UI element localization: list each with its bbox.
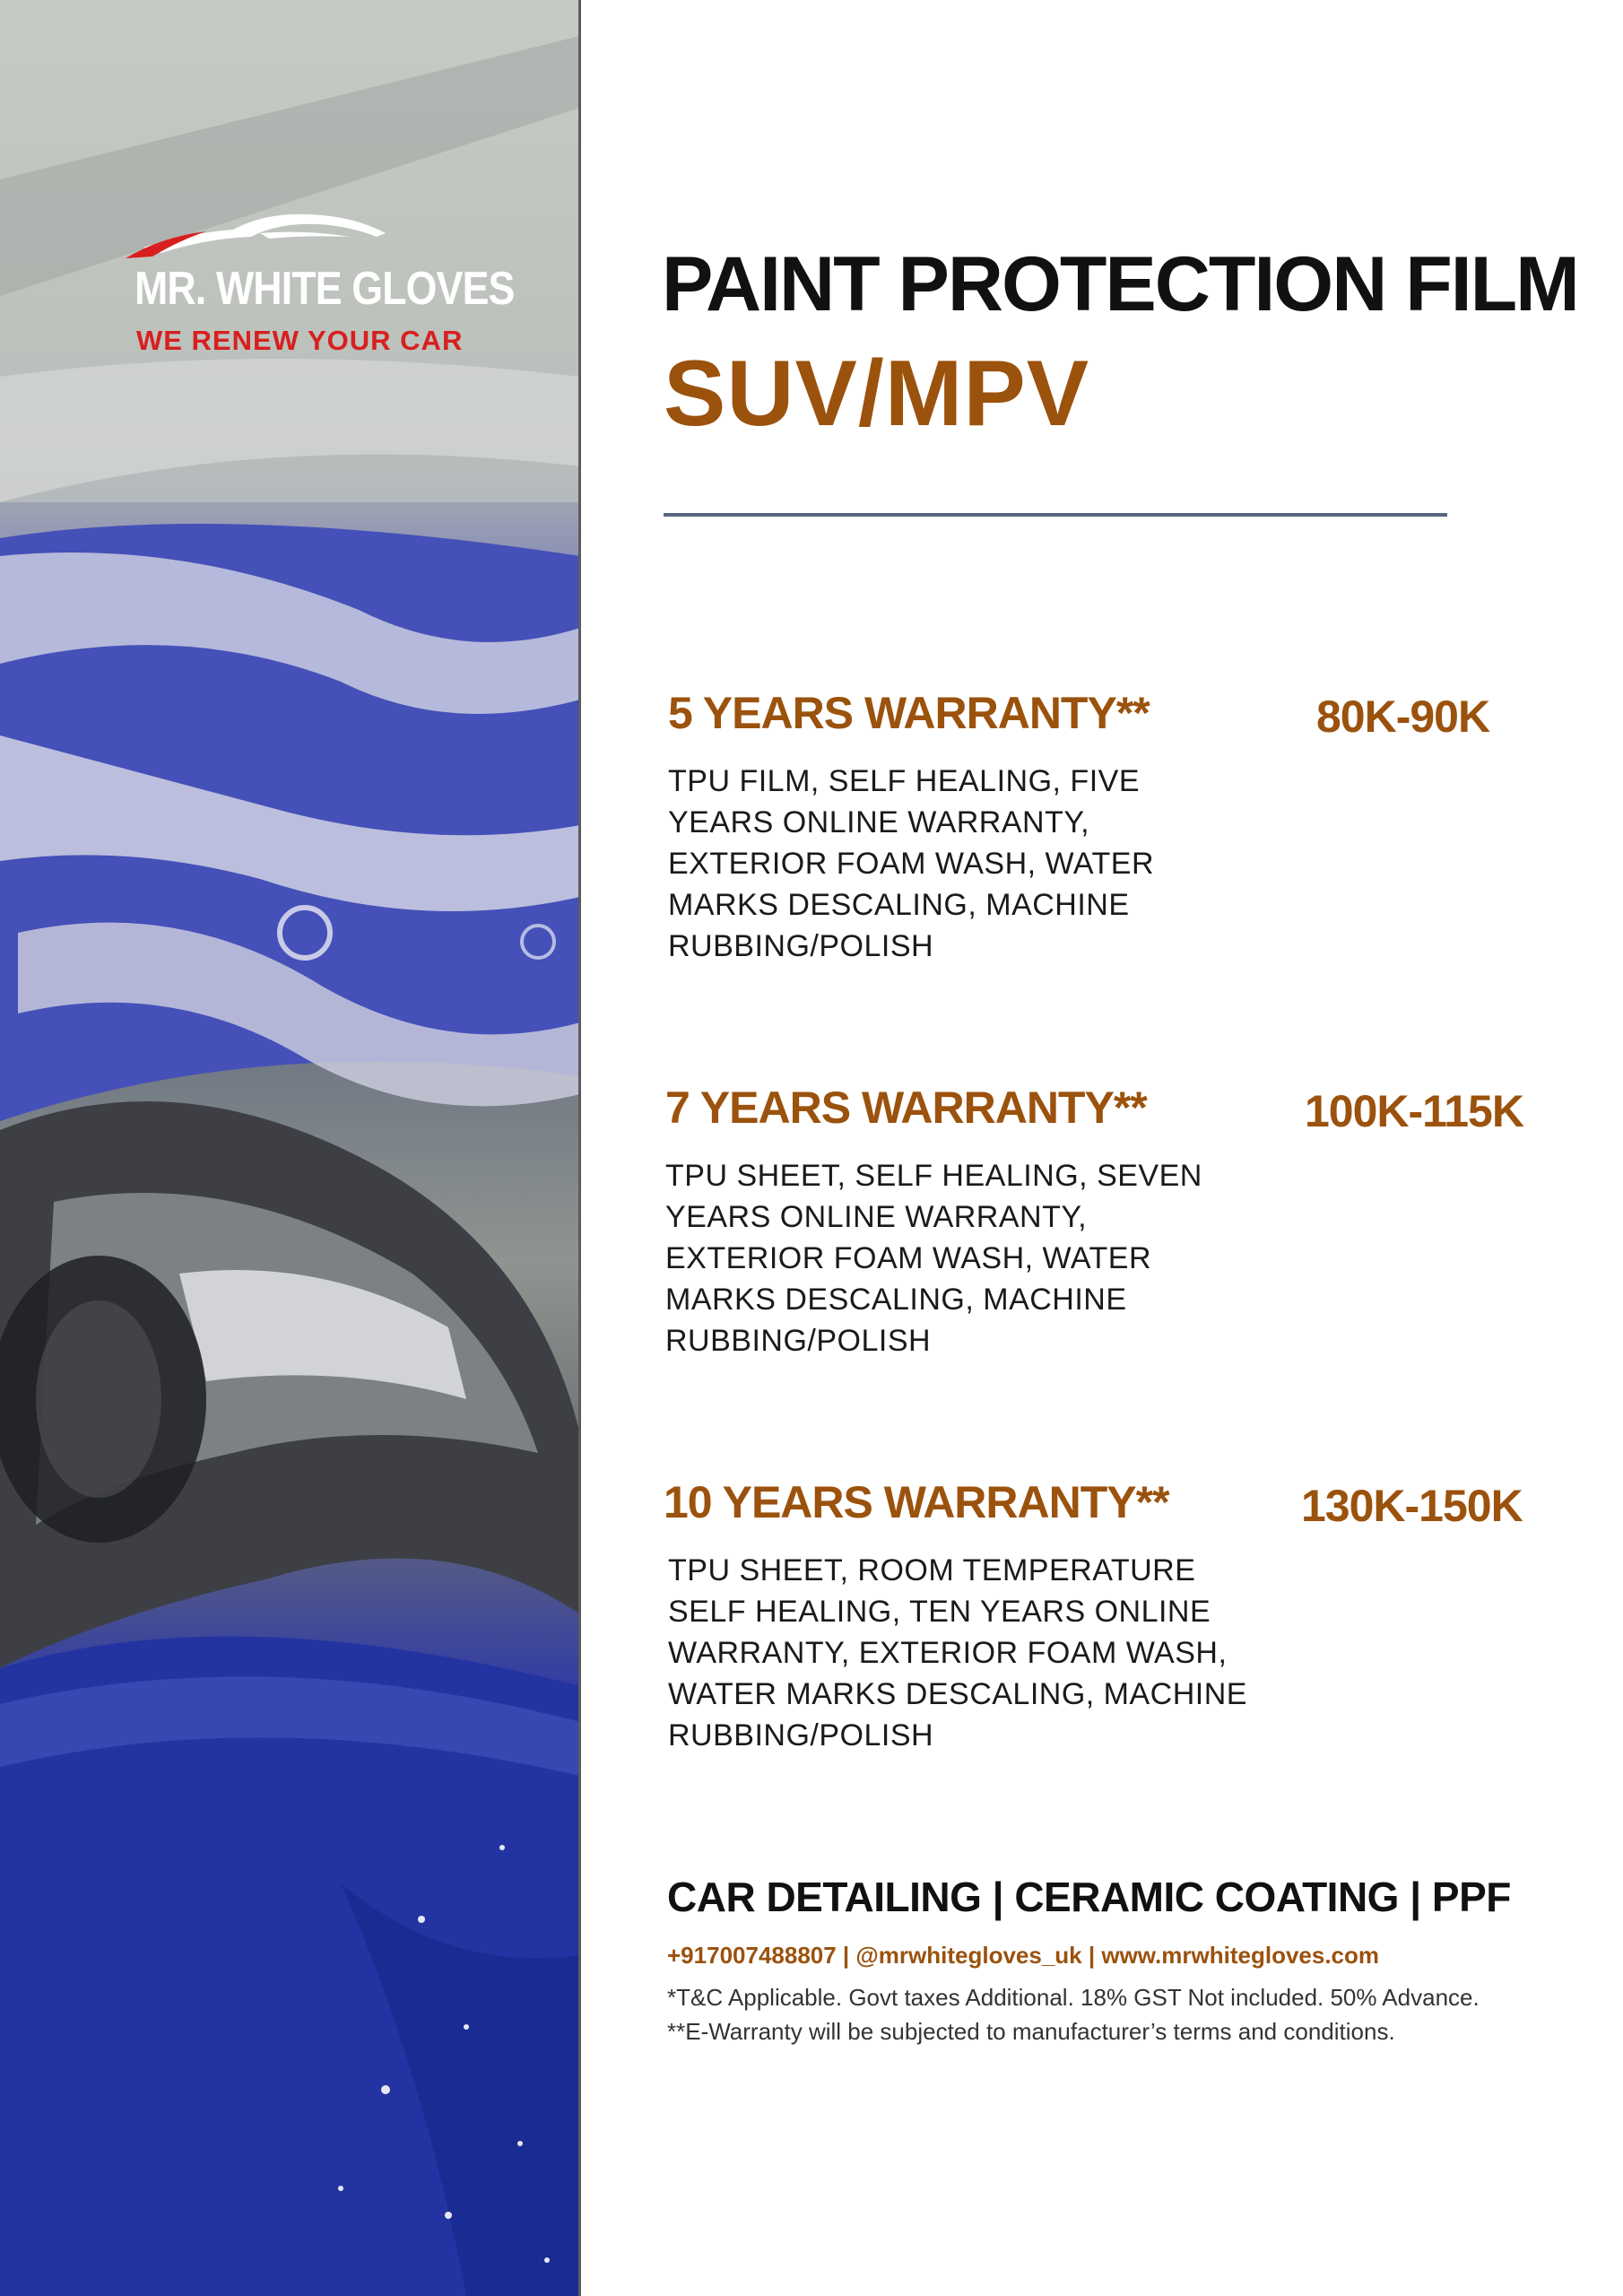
vehicle-category: SUV/MPV (664, 342, 1090, 446)
package-price: 100K-115K (1305, 1086, 1523, 1136)
title-divider (664, 513, 1447, 517)
terms-note: *T&C Applicable. Govt taxes Additional. 18% GST Not included. 50% Advance. (667, 1984, 1480, 2011)
package-title: 5 YEARS WARRANTY** (668, 688, 1150, 738)
panel-divider (578, 0, 581, 2296)
warranty-note: **E-Warranty will be subjected to manufacturer’s terms and conditions. (667, 2018, 1395, 2045)
package-description: TPU SHEET, ROOM TEMPERATURE SELF HEALING, TEN YEARS ONLINE WARRANTY, EXTERIOR FOAM WASH, WATER MARKS DESCALING, MACHINE RUBBING/POLISH (668, 1553, 1247, 1752)
package-title: 10 YEARS WARRANTY** (664, 1477, 1169, 1527)
car-photo-panel (0, 0, 580, 2296)
package-price: 130K-150K (1301, 1481, 1523, 1531)
package-description: TPU FILM, SELF HEALING, FIVE YEARS ONLINE WARRANTY, EXTERIOR FOAM WASH, WATER MARKS DESCALING, MACHINE RUBBING/POLISH (668, 764, 1155, 963)
package-price: 80K-90K (1316, 691, 1490, 742)
brand-name: MR. WHITE GLOVES (135, 263, 515, 315)
package-description: TPU SHEET, SELF HEALING, SEVEN YEARS ONLINE WARRANTY, EXTERIOR FOAM WASH, WATER MARKS DESCALING, MACHINE RUBBING/POLISH (665, 1159, 1202, 1358)
package-title: 7 YEARS WARRANTY** (665, 1083, 1147, 1133)
contact-info: +917007488807 | @mrwhitegloves_uk | www.mrwhitegloves.com (667, 1942, 1380, 1969)
brand-logo (126, 206, 515, 368)
services-list: CAR DETAILING | CERAMIC COATING | PPF (667, 1874, 1511, 1920)
car-silhouette-icon (126, 206, 395, 260)
page-title: PAINT PROTECTION FILM (662, 241, 1578, 327)
brand-tagline: WE RENEW YOUR CAR (136, 325, 464, 356)
